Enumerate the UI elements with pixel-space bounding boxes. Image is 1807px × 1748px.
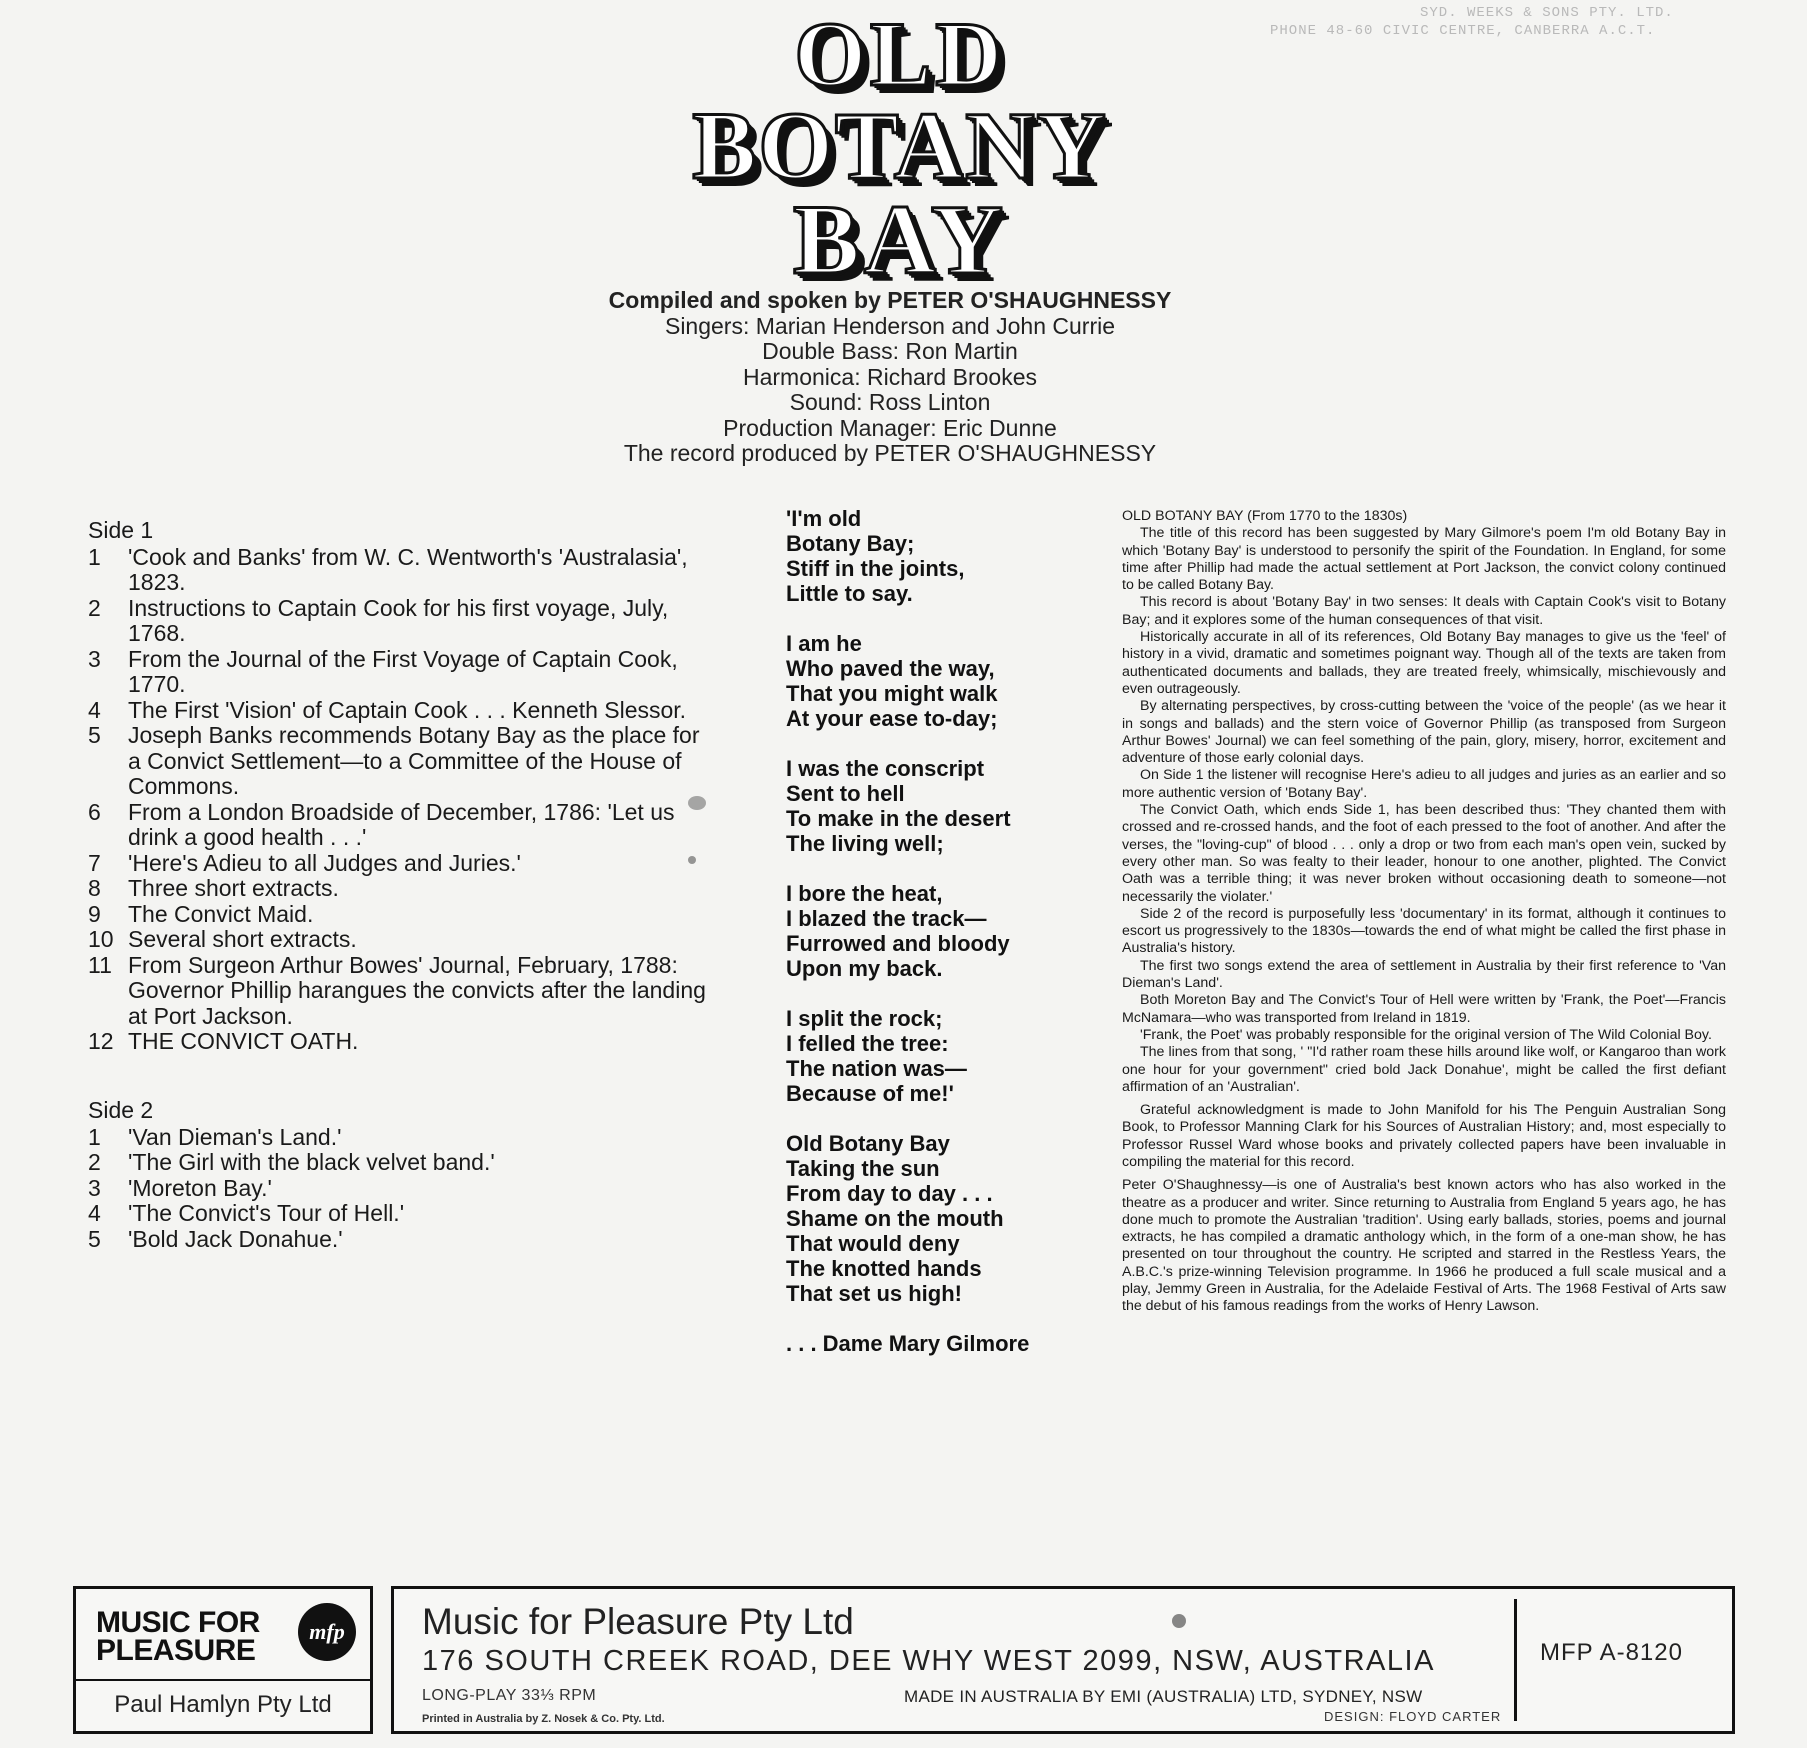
track-number: 9: [88, 900, 101, 927]
track-title: From Surgeon Arthur Bowes' Journal, February, 1788: Governor Phillip harangues the convicts after the landing at Port Jackson.: [128, 951, 706, 1029]
poem-line: 'I'm old: [786, 506, 862, 531]
poem-line: Botany Bay;: [786, 531, 915, 556]
track-number: 4: [88, 696, 101, 723]
poem-line: Little to say.: [786, 581, 913, 606]
track-item: [88, 1029, 708, 1055]
track-item: [88, 902, 708, 928]
track-title: 'Van Dieman's Land.': [128, 1123, 342, 1150]
track-number: 1: [88, 543, 101, 570]
track-item: [88, 1125, 708, 1151]
manufacturer-line: MADE IN AUSTRALIA BY EMI (AUSTRALIA) LTD, SYDNEY, NSW: [904, 1687, 1423, 1706]
album-title: [640, 3, 1160, 295]
credit-bass: Double Bass: Ron Martin: [762, 338, 1018, 364]
track-title: 'The Girl with the black velvet band.': [128, 1149, 495, 1175]
publisher-name: Paul Hamlyn Pty Ltd: [114, 1691, 332, 1718]
notes-paragraph: The lines from that song, ' "I'd rather roam these hills around like wolf, or Kangaroo than work one hour for your government" cried bold Jack Donahue', might be called the first defiant affirmation of an 'Australian'.: [1122, 1044, 1726, 1095]
printer-line: Printed in Australia by Z. Nosek & Co. Pty. Ltd.: [422, 1713, 665, 1725]
track-number: 11: [88, 951, 112, 978]
track-title: From the Journal of the First Voyage of Captain Cook, 1770.: [128, 645, 678, 697]
side-1-tracklist: [88, 518, 708, 1055]
poem-line: Old Botany Bay: [786, 1131, 950, 1156]
stamp-line-1: SYD. WEEKS & SONS PTY. LTD.: [1420, 5, 1674, 21]
credit-harmonica: Harmonica: Richard Brookes: [742, 363, 1037, 390]
track-title: Several short extracts.: [128, 926, 357, 952]
track-item: [88, 596, 708, 647]
track-item: [88, 698, 708, 724]
track-number: 1: [88, 1123, 101, 1150]
print-speck: [688, 856, 696, 864]
track-number: 2: [88, 594, 101, 621]
poem-line: At your ease to-day;: [786, 706, 998, 731]
track-title: From a London Broadside of December, 1786: 'Let us drink a good health . . .': [128, 798, 675, 850]
track-title: The Convict Maid.: [128, 900, 314, 927]
biography-paragraph: Peter O'Shaughnessy—is one of Australia's best known actors who has also worked in the theatre as a producer and writer. Since returning to Australia from England 5 years ago, he has done much to promote the Australian 'tradition'. Using early ballads, stories, poems and journal extracts, he has compiled a dramatic anthology which, in the form of a one-man show, he has presented on tour throughout the country. He scripted and starred in the Restless Years, the A.B.C.'s prize-winning Television programme. In 1966 he produced a full scale musical and a play, Jemmy Green in Australia, for the Adelaide Festival of Arts. The 1968 Festival of Arts saw the debut of his famous readings from the works of Henry Lawson.: [1122, 1177, 1726, 1315]
track-title: Instructions to Captain Cook for his first voyage, July, 1768.: [128, 594, 669, 646]
divider: [1514, 1599, 1517, 1721]
notes-paragraph: This record is about 'Botany Bay' in two senses: It deals with Captain Cook's visit to Botany Bay; and it explores some of the human consequences of that visit.: [1122, 594, 1726, 628]
notes-paragraph: 'Frank, the Poet' was probably responsible for the original version of The Wild Colonial Boy.: [1140, 1026, 1712, 1043]
notes-paragraph: Both Moreton Bay and The Convict's Tour of Hell were written by 'Frank, the Poet'—Francis McNamara—who was transported from Ireland in 1819.: [1122, 992, 1726, 1026]
track-number: 8: [88, 875, 101, 901]
brand-line-1: MUSIC FOR: [96, 1606, 260, 1639]
side-2-heading: Side 2: [88, 1097, 154, 1123]
notes-paragraph: By alternating perspectives, by cross-cutting between the 'voice of the people' (as we hear it in songs and ballads) and the stern voice of Governor Phillip (as transposed from Surgeon Arthur Bowes' Journal) we can feel something of the pain, glory, misery, horror, excitement and adventure of those early colonial days.: [1122, 698, 1726, 767]
track-title: Joseph Banks recommends Botany Bay as the place for a Convict Settlement—to a Committee of the House of Commons.: [128, 722, 700, 799]
track-number: 5: [88, 722, 101, 748]
design-credit: DESIGN: FLOYD CARTER: [1324, 1709, 1502, 1724]
track-number: 5: [88, 1225, 101, 1252]
poem-line: I felled the tree:: [786, 1031, 949, 1056]
side-2-tracklist: [88, 1098, 708, 1252]
track-item: [88, 800, 708, 851]
poem-stanza: [786, 756, 1086, 856]
track-item: [88, 545, 708, 596]
track-title: THE CONVICT OATH.: [128, 1028, 359, 1054]
track-item: [88, 953, 708, 1030]
poem-line: I am he: [786, 631, 862, 656]
track-title: 'Cook and Banks' from W. C. Wentworth's 'Australasia', 1823.: [128, 543, 688, 595]
gilmore-poem: [786, 506, 1086, 1356]
track-number: 2: [88, 1149, 101, 1175]
track-item: [88, 876, 708, 902]
poem-line: That would deny: [786, 1231, 960, 1256]
track-item: [88, 647, 708, 698]
catalogue-number: MFP A-8120: [1540, 1639, 1683, 1666]
credit-compiled: Compiled and spoken by PETER O'SHAUGHNESSY: [608, 287, 1172, 313]
poem-line: Taking the sun: [786, 1156, 940, 1181]
poem-line: Stiff in the joints,: [786, 556, 965, 581]
credit-sound: Sound: Ross Linton: [789, 389, 991, 415]
mfp-logo-icon: mfp: [298, 1603, 356, 1661]
poem-line: To make in the desert: [786, 806, 1011, 831]
track-number: 4: [88, 1200, 101, 1226]
poem-line: Who paved the way,: [786, 656, 995, 681]
acknowledgment-paragraph: Grateful acknowledgment is made to John Manifold for his The Penguin Australian Song Book, to Professor Manning Clark for his Sources of Australian History; and, most especially to Professor Russel Ward whose books and privately collected papers have been invaluable in compiling the material for this record.: [1122, 1102, 1726, 1170]
track-number: 12: [88, 1028, 114, 1054]
poem-author: . . . Dame Mary Gilmore: [786, 1331, 1030, 1356]
track-item: [88, 1150, 708, 1176]
print-speck: [688, 796, 706, 810]
track-item: [88, 851, 708, 877]
poem-line: Furrowed and bloody: [786, 931, 1010, 956]
poem-line: The knotted hands: [786, 1256, 982, 1281]
poem-stanza: [786, 1131, 1086, 1306]
credit-singers: Singers: Marian Henderson and John Currie: [664, 312, 1116, 339]
poem-stanza: [786, 881, 1086, 981]
poem-stanza: [786, 1006, 1086, 1106]
poem-line: I split the rock;: [786, 1006, 943, 1031]
label-logo-box: [73, 1586, 373, 1734]
track-title: Three short extracts.: [128, 875, 339, 901]
company-address: 176 SOUTH CREEK ROAD, DEE WHY WEST 2099, NSW, AUSTRALIA: [422, 1645, 1435, 1677]
sleeve-notes: [1122, 508, 1726, 1316]
poem-line: From day to day . . .: [786, 1181, 993, 1206]
poem-line: I was the conscript: [786, 756, 985, 781]
notes-heading: OLD BOTANY BAY (From 1770 to the 1830s): [1122, 508, 1408, 524]
brand-line-2: PLEASURE: [96, 1634, 256, 1667]
print-speck: [1172, 1614, 1186, 1628]
poem-stanza: [786, 631, 1086, 731]
notes-paragraph: The Convict Oath, which ends Side 1, has been described thus: 'They chanted them with crossed and re-crossed hands, and the foot of each pressed to the foot of another. And after the verses, the "loving-cup" of blood . . . only a drop or two from each man's open vein, sucked by every other man. So was fealty to their leader, honour to one another, plighted. The Convict Oath was a terrible thing; it was never broken without occasioning death to someone—not necessarily the violater.': [1122, 802, 1726, 905]
title-line-3: BAY: [793, 184, 1007, 295]
title-line-2: BOTANY: [692, 92, 1108, 199]
track-title: 'Moreton Bay.': [128, 1174, 272, 1201]
notes-paragraph: The title of this record has been suggested by Mary Gilmore's poem I'm old Botany Bay in which 'Botany Bay' is understood to personify the spirit of the Foundation. In England, for some time after Phillip had made the actual settlement at Port Jackson, the convict colony continued to be called Botany Bay.: [1122, 525, 1726, 594]
track-item: [88, 1176, 708, 1202]
track-number: 6: [88, 798, 101, 825]
notes-paragraph: On Side 1 the listener will recognise Here's adieu to all judges and juries as an earlier and so more authentic version of 'Botany Bay'.: [1122, 767, 1726, 801]
credits-block: [540, 288, 1240, 467]
poem-line: Sent to hell: [786, 781, 905, 806]
poem-line: The living well;: [786, 831, 944, 856]
track-item: [88, 723, 708, 800]
track-number: 3: [88, 1174, 101, 1201]
credit-production: Production Manager: Eric Dunne: [723, 414, 1057, 441]
poem-line: That set us high!: [786, 1281, 962, 1306]
brand-name: [96, 1606, 260, 1667]
track-title: The First 'Vision' of Captain Cook . . . Kenneth Slessor.: [128, 696, 687, 723]
dealer-stamp: [1270, 4, 1690, 40]
poem-line: Shame on the mouth: [786, 1206, 1004, 1231]
record-speed: LONG-PLAY 33⅓ RPM: [422, 1687, 597, 1704]
title-line-1: OLD: [794, 3, 1006, 105]
notes-paragraph: The first two songs extend the area of settlement in Australia by their first reference to 'Van Dieman's Land'.: [1122, 957, 1726, 992]
track-number: 10: [88, 926, 114, 952]
side-1-heading: Side 1: [88, 517, 154, 543]
poem-line: I blazed the track—: [786, 906, 987, 931]
track-item: [88, 1201, 708, 1227]
notes-paragraph: Side 2 of the record is purposefully less 'documentary' in its format, although it continues to escort us progressively to the 1830s—towards the end of what might be called the first phase in Australia's history.: [1122, 905, 1726, 957]
poem-line: The nation was—: [786, 1056, 967, 1081]
track-item: [88, 927, 708, 953]
track-item: [88, 1227, 708, 1253]
poem-line: Because of me!': [786, 1081, 954, 1106]
track-title: 'Bold Jack Donahue.': [128, 1225, 343, 1252]
notes-paragraph: Historically accurate in all of its references, Old Botany Bay manages to give us the 'feel' of history in a vivid, dramatic and sometimes poignant way. Though all of the texts are taken from authenticated documents and ballads, they are treated freely, whimsically, mischievously and even outrageously.: [1122, 629, 1726, 697]
track-title: 'The Convict's Tour of Hell.': [128, 1200, 405, 1226]
credit-produced: The record produced by PETER O'SHAUGHNESSY: [623, 440, 1157, 466]
stamp-line-2: PHONE 48-60 CIVIC CENTRE, CANBERRA A.C.T.: [1270, 23, 1656, 39]
divider: [76, 1679, 370, 1681]
track-title: 'Here's Adieu to all Judges and Juries.': [128, 849, 521, 876]
poem-line: Upon my back.: [786, 956, 943, 981]
poem-stanza: [786, 506, 1086, 606]
label-info-box: [391, 1586, 1735, 1734]
poem-line: I bore the heat,: [786, 881, 943, 906]
track-number: 7: [88, 849, 101, 876]
track-number: 3: [88, 645, 101, 672]
company-name: Music for Pleasure Pty Ltd: [422, 1601, 854, 1642]
poem-line: That you might walk: [786, 681, 998, 706]
